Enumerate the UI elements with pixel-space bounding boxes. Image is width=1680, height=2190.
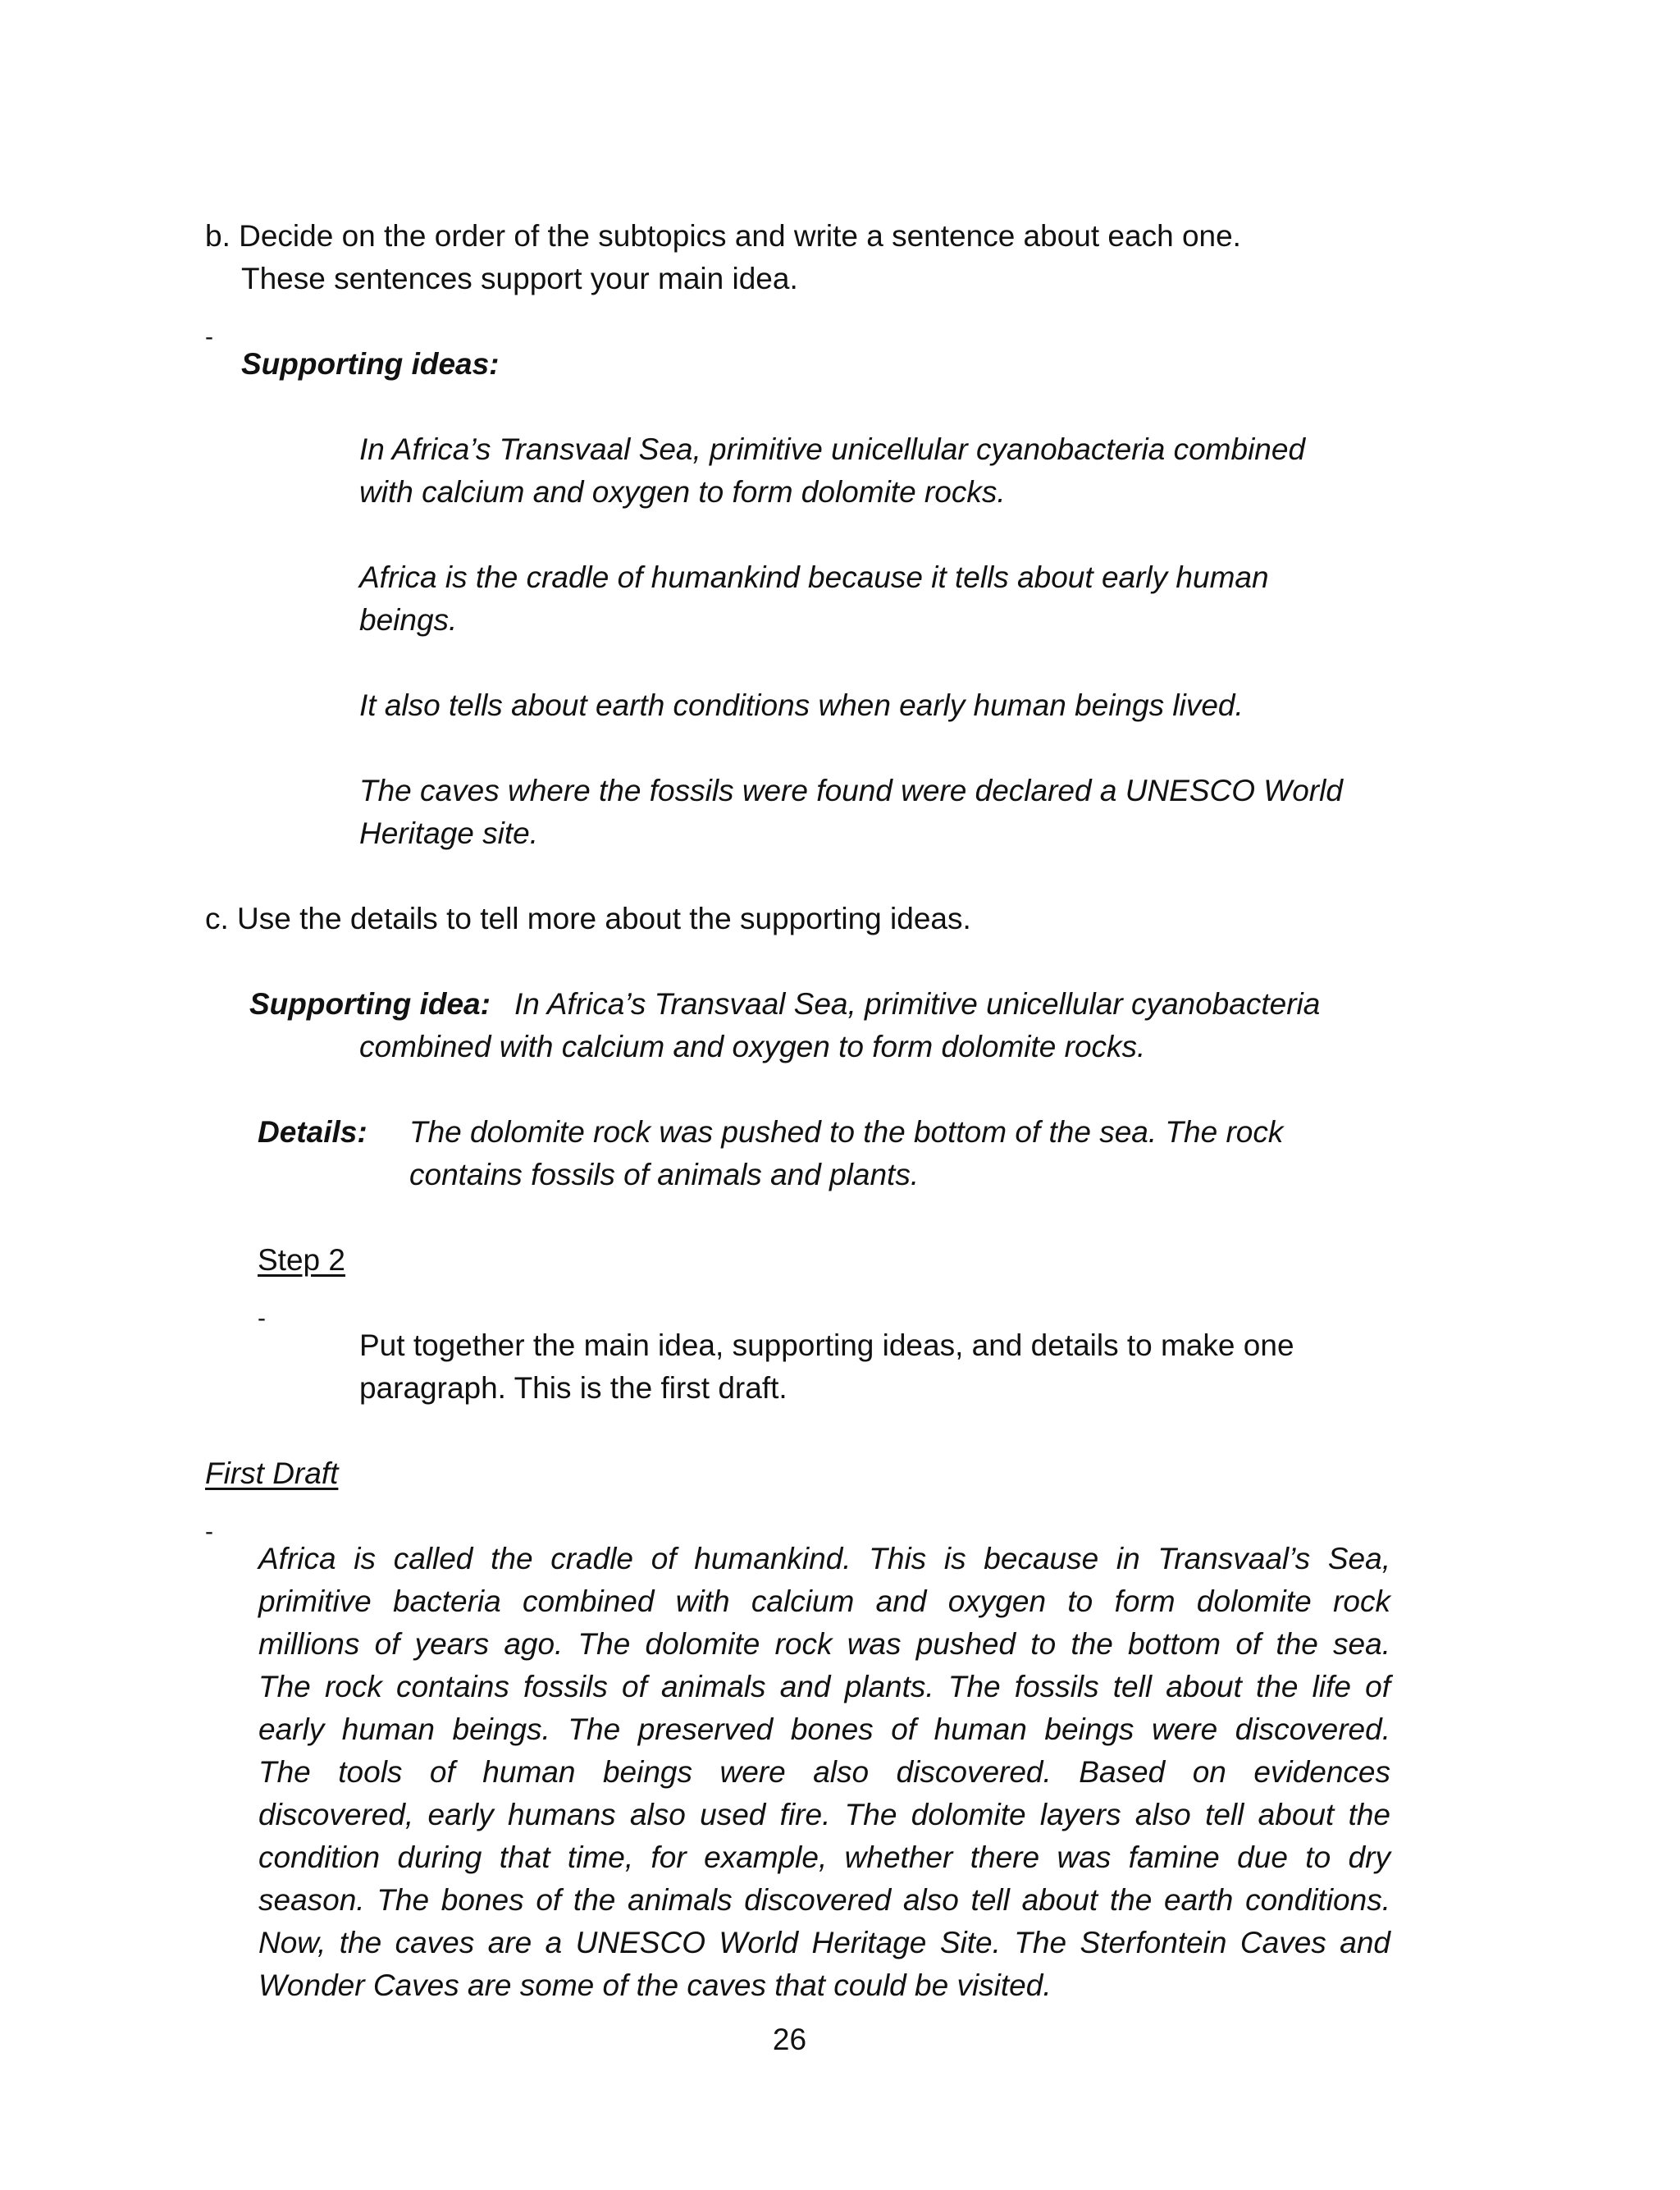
supporting-idea-text-line2: combined with calcium and oxygen to form dolomite rocks. xyxy=(359,1030,1146,1063)
first-draft-line: early human beings. The preserved bones of human beings were discovered. xyxy=(258,1712,1390,1746)
section-c-instruction: c. Use the details to tell more about the supporting ideas. xyxy=(205,902,971,935)
supporting-idea-label: Supporting idea: xyxy=(249,987,491,1021)
first-draft-line: discovered, early humans also used fire. The dolomite layers also tell about the xyxy=(258,1798,1390,1831)
first-draft-line: millions of years ago. The dolomite rock was pushed to the bottom of the sea. xyxy=(258,1627,1390,1661)
section-b-instruction-line2: These sentences support your main idea. xyxy=(241,262,798,295)
supporting-idea-2-line2: beings. xyxy=(359,603,458,637)
supporting-idea-4-line2: Heritage site. xyxy=(359,816,538,850)
first-draft-heading: First Draft xyxy=(205,1456,339,1490)
first-draft-line: The tools of human beings were also discovered. Based on evidences xyxy=(258,1755,1390,1789)
supporting-idea-2-line1: Africa is the cradle of humankind because it tells about early human xyxy=(359,560,1269,594)
section-b-dash: - xyxy=(205,323,213,350)
supporting-idea-text-line1: In Africa’s Transvaal Sea, primitive unicellular cyanobacteria xyxy=(514,987,1321,1021)
first-draft-line: The rock contains fossils of animals and plants. The fossils tell about the life of xyxy=(258,1670,1390,1703)
details-text-line1: The dolomite rock was pushed to the bottom of the sea. The rock xyxy=(409,1115,1284,1149)
supporting-idea-3-line1: It also tells about earth conditions when early human beings lived. xyxy=(359,688,1244,722)
first-draft-line: Africa is called the cradle of humankind. This is because in Transvaal’s Sea, xyxy=(258,1542,1390,1575)
first-draft-line: Wonder Caves are some of the caves that could be visited. xyxy=(258,1968,1052,2002)
step-2-dash: - xyxy=(258,1305,266,1332)
first-draft-paragraph xyxy=(258,1538,1390,2007)
supporting-ideas-heading: Supporting ideas: xyxy=(241,347,500,381)
section-b-instruction-line1: b. Decide on the order of the subtopics and write a sentence about each one. xyxy=(205,219,1241,253)
first-draft-line: primitive bacteria combined with calcium and oxygen to form dolomite rock xyxy=(258,1584,1390,1618)
supporting-idea-1-line1: In Africa’s Transvaal Sea, primitive unicellular cyanobacteria combined xyxy=(359,432,1306,466)
first-draft-dash: - xyxy=(205,1518,213,1545)
step-2-text-line2: paragraph. This is the first draft. xyxy=(359,1371,788,1405)
step-2-heading: Step 2 xyxy=(258,1243,345,1277)
supporting-idea-4-line1: The caves where the fossils were found were declared a UNESCO World xyxy=(359,774,1343,807)
details-text-line2: contains fossils of animals and plants. xyxy=(409,1158,920,1191)
first-draft-line: condition during that time, for example, whether there was famine due to dry xyxy=(258,1840,1390,1874)
step-2-text-line1: Put together the main idea, supporting ideas, and details to make one xyxy=(359,1328,1294,1362)
supporting-idea-1-line2: with calcium and oxygen to form dolomite rocks. xyxy=(359,475,1006,509)
page-number: 26 xyxy=(772,2023,807,2056)
first-draft-line: Now, the caves are a UNESCO World Heritage Site. The Sterfontein Caves and xyxy=(258,1926,1390,1959)
first-draft-line: season. The bones of the animals discovered also tell about the earth conditions. xyxy=(258,1883,1390,1917)
details-label: Details: xyxy=(258,1115,368,1149)
